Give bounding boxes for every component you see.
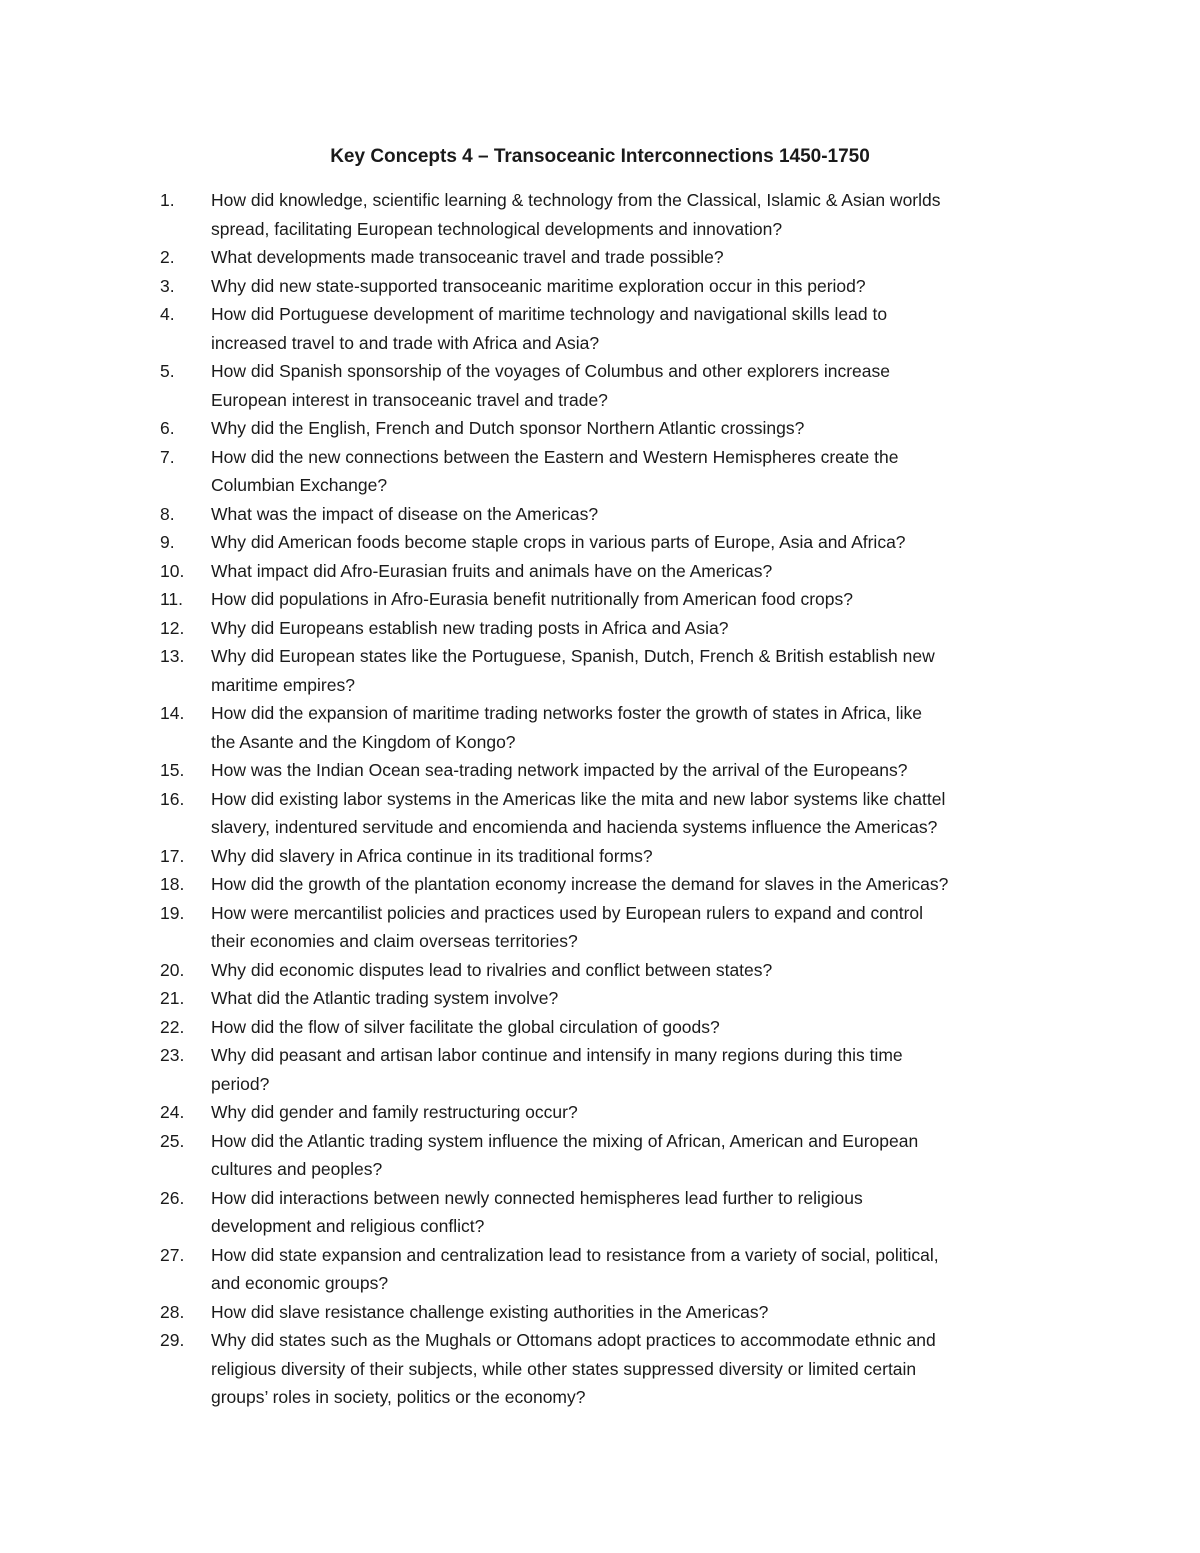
question-item bbox=[160, 186, 1060, 243]
question-item bbox=[160, 1326, 1060, 1412]
question-item bbox=[160, 1127, 1060, 1184]
question-number: 16. bbox=[160, 788, 185, 809]
question-number: 10. bbox=[160, 560, 185, 581]
question-text: How did the expansion of maritime trading networks foster the growth of states in Africa, like the Asante and the Kingdom of Kongo? bbox=[211, 703, 923, 752]
question-number: 24. bbox=[160, 1102, 185, 1122]
question-text: How were mercantilist policies and practices used by European rulers to expand and control their economies and claim overseas territories? bbox=[211, 902, 924, 951]
question-text: How did the new connections between the Eastern and Western Hemispheres create the Columbian Exchange? bbox=[211, 446, 899, 495]
question-text: Why did the English, French and Dutch sponsor Northern Atlantic crossings? bbox=[211, 418, 805, 438]
question-text: What did the Atlantic trading system involve? bbox=[211, 988, 559, 1008]
question-number: 28. bbox=[160, 1301, 185, 1322]
question-item bbox=[160, 272, 1060, 301]
question-number: 21. bbox=[160, 988, 185, 1008]
question-item bbox=[160, 1098, 1060, 1127]
question-text: Why did Europeans establish new trading posts in Africa and Asia? bbox=[211, 617, 729, 638]
question-text: How did populations in Afro-Eurasia benefit nutritionally from American food crops? bbox=[211, 589, 854, 609]
question-number: 27. bbox=[160, 1244, 185, 1265]
question-item bbox=[160, 585, 1060, 614]
question-number: 13. bbox=[160, 646, 185, 666]
page-title: Key Concepts 4 – Transoceanic Interconnections 1450-1750 bbox=[330, 146, 870, 167]
question-number: 6. bbox=[160, 418, 175, 438]
question-item bbox=[160, 443, 1060, 500]
question-item bbox=[160, 414, 1060, 443]
question-number: 2. bbox=[160, 247, 175, 267]
question-item bbox=[160, 870, 1060, 899]
question-text: Why did economic disputes lead to rivalries and conflict between states? bbox=[211, 959, 773, 980]
question-item bbox=[160, 756, 1060, 785]
question-text: What impact did Afro-Eurasian fruits and animals have on the Americas? bbox=[211, 560, 773, 581]
question-text: How did slave resistance challenge existing authorities in the Americas? bbox=[211, 1301, 769, 1322]
question-number: 7. bbox=[160, 446, 175, 467]
question-text: Why did states such as the Mughals or Ottomans adopt practices to accommodate ethnic and religious diversity of their subjects, while other states suppressed diversity or limited certain groups’ roles in society, politics or the economy? bbox=[211, 1330, 936, 1407]
question-item bbox=[160, 557, 1060, 586]
question-item bbox=[160, 300, 1060, 357]
question-item bbox=[160, 1241, 1060, 1298]
question-number: 26. bbox=[160, 1187, 185, 1208]
question-number: 1. bbox=[160, 190, 175, 210]
question-text: Why did American foods become staple crops in various parts of Europe, Asia and Africa? bbox=[211, 532, 906, 552]
question-text: What developments made transoceanic travel and trade possible? bbox=[211, 247, 724, 267]
question-number: 3. bbox=[160, 275, 175, 296]
question-text: Why did slavery in Africa continue in its traditional forms? bbox=[211, 845, 653, 866]
question-text: How did the flow of silver facilitate the global circulation of goods? bbox=[211, 1016, 720, 1037]
question-item bbox=[160, 1013, 1060, 1042]
question-item bbox=[160, 899, 1060, 956]
question-text: Why did new state-supported transoceanic maritime exploration occur in this period? bbox=[211, 275, 866, 296]
question-item bbox=[160, 1298, 1060, 1327]
question-text: Why did gender and family restructuring occur? bbox=[211, 1102, 578, 1122]
question-item bbox=[160, 984, 1060, 1013]
question-item bbox=[160, 956, 1060, 985]
question-item bbox=[160, 699, 1060, 756]
question-text: Why did European states like the Portuguese, Spanish, Dutch, French & British establish new maritime empires? bbox=[211, 646, 935, 695]
question-text: How did the growth of the plantation economy increase the demand for slaves in the Americas? bbox=[211, 874, 949, 894]
question-text: Why did peasant and artisan labor continue and intensify in many regions during this time period? bbox=[211, 1045, 903, 1094]
question-item bbox=[160, 500, 1060, 529]
question-item bbox=[160, 842, 1060, 871]
question-item bbox=[160, 243, 1060, 272]
question-text: What was the impact of disease on the Americas? bbox=[211, 503, 599, 524]
question-text: How did knowledge, scientific learning & technology from the Classical, Islamic & Asian worlds spread, facilitating European technological developments and innovation? bbox=[211, 190, 941, 239]
question-item bbox=[160, 357, 1060, 414]
question-number: 8. bbox=[160, 503, 175, 524]
question-list bbox=[160, 186, 1060, 1412]
question-number: 17. bbox=[160, 845, 185, 866]
question-number: 25. bbox=[160, 1130, 185, 1151]
question-number: 11. bbox=[160, 589, 184, 609]
question-number: 18. bbox=[160, 874, 185, 894]
question-text: How did state expansion and centralization lead to resistance from a variety of social, political, and economic groups? bbox=[211, 1244, 939, 1293]
question-text: How did interactions between newly connected hemispheres lead further to religious development and religious conflict? bbox=[211, 1187, 863, 1236]
question-item bbox=[160, 642, 1060, 699]
question-number: 23. bbox=[160, 1045, 185, 1065]
question-number: 14. bbox=[160, 703, 185, 723]
question-text: How was the Indian Ocean sea-trading network impacted by the arrival of the Europeans? bbox=[211, 760, 908, 780]
question-text: How did the Atlantic trading system influence the mixing of African, American and European cultures and peoples? bbox=[211, 1130, 919, 1179]
question-item bbox=[160, 785, 1060, 842]
question-number: 20. bbox=[160, 959, 185, 980]
question-text: How did Spanish sponsorship of the voyages of Columbus and other explorers increase European interest in transoceanic travel and trade? bbox=[211, 361, 890, 410]
question-number: 19. bbox=[160, 902, 185, 923]
question-text: How did Portuguese development of maritime technology and navigational skills lead to increased travel to and trade with Africa and Asia? bbox=[211, 304, 888, 353]
question-item bbox=[160, 528, 1060, 557]
question-number: 22. bbox=[160, 1016, 185, 1037]
question-text: How did existing labor systems in the Americas like the mita and new labor systems like chattel slavery, indentured servitude and encomienda and hacienda systems influence the Americas? bbox=[211, 788, 946, 837]
question-number: 12. bbox=[160, 617, 185, 638]
question-item bbox=[160, 1041, 1060, 1098]
question-number: 29. bbox=[160, 1330, 185, 1350]
question-number: 15. bbox=[160, 760, 185, 780]
question-item bbox=[160, 614, 1060, 643]
question-item bbox=[160, 1184, 1060, 1241]
question-number: 4. bbox=[160, 304, 175, 324]
question-number: 5. bbox=[160, 361, 175, 381]
question-number: 9. bbox=[160, 532, 175, 552]
